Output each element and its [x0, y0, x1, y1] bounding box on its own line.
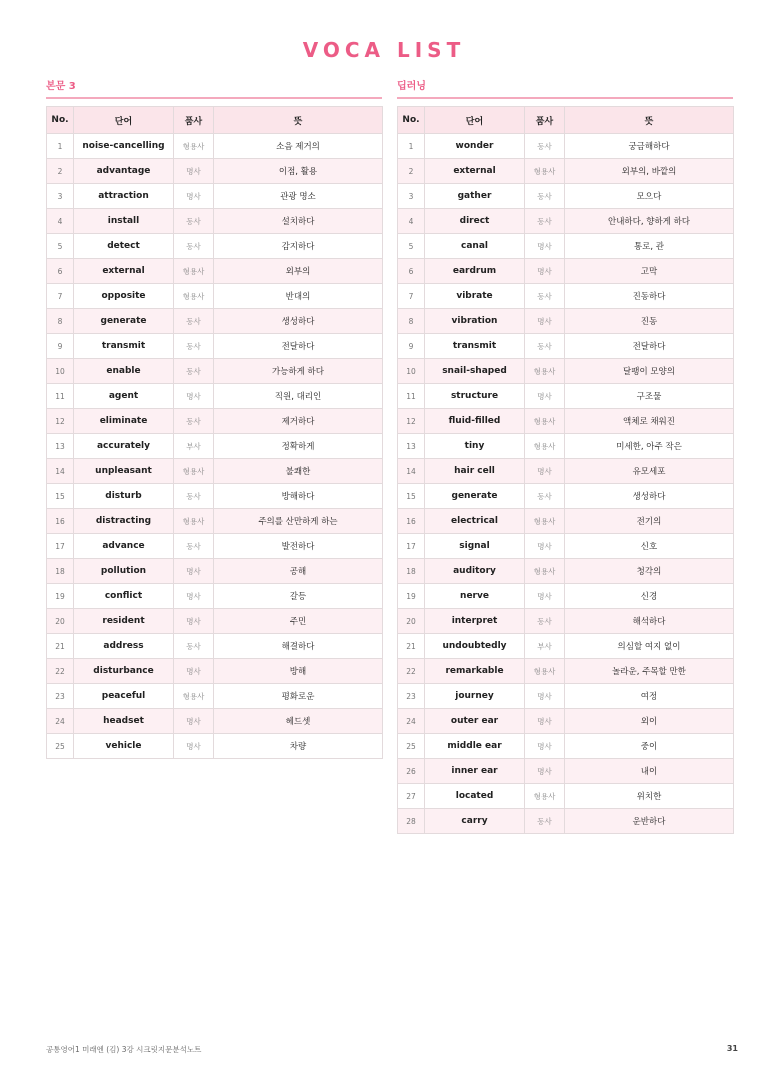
- word-cell: electrical: [425, 509, 525, 534]
- part-of-speech-cell: 동사: [525, 609, 565, 634]
- table-row: [47, 584, 383, 609]
- word-cell: remarkable: [425, 659, 525, 684]
- meaning-cell: 궁금해하다: [565, 134, 734, 159]
- word-cell: middle ear: [425, 734, 525, 759]
- part-of-speech-cell: 형용사: [525, 159, 565, 184]
- part-of-speech-cell: 명사: [525, 234, 565, 259]
- word-cell: wonder: [425, 134, 525, 159]
- meaning-cell: 헤드셋: [214, 709, 383, 734]
- table-row: [398, 734, 734, 759]
- section-divider: [46, 97, 382, 99]
- part-of-speech-cell: 동사: [525, 209, 565, 234]
- vocab-table: [397, 106, 734, 834]
- table-row: [47, 659, 383, 684]
- word-cell: snail-shaped: [425, 359, 525, 384]
- row-number: 8: [398, 309, 425, 334]
- table-header-row: [47, 107, 383, 134]
- meaning-cell: 해결하다: [214, 634, 383, 659]
- part-of-speech-cell: 형용사: [525, 359, 565, 384]
- row-number: 18: [47, 559, 74, 584]
- word-cell: signal: [425, 534, 525, 559]
- part-of-speech-cell: 명사: [525, 534, 565, 559]
- row-number: 24: [398, 709, 425, 734]
- meaning-cell: 가능하게 하다: [214, 359, 383, 384]
- row-number: 20: [47, 609, 74, 634]
- word-cell: advance: [74, 534, 174, 559]
- word-cell: interpret: [425, 609, 525, 634]
- word-cell: distracting: [74, 509, 174, 534]
- row-number: 21: [47, 634, 74, 659]
- header-pos: 품사: [174, 107, 214, 134]
- part-of-speech-cell: 명사: [174, 659, 214, 684]
- meaning-cell: 생성하다: [565, 484, 734, 509]
- part-of-speech-cell: 명사: [174, 184, 214, 209]
- table-row: [47, 234, 383, 259]
- row-number: 20: [398, 609, 425, 634]
- row-number: 12: [47, 409, 74, 434]
- meaning-cell: 설치하다: [214, 209, 383, 234]
- meaning-cell: 차량: [214, 734, 383, 759]
- meaning-cell: 해석하다: [565, 609, 734, 634]
- part-of-speech-cell: 동사: [174, 359, 214, 384]
- word-cell: unpleasant: [74, 459, 174, 484]
- table-row: [398, 809, 734, 834]
- row-number: 10: [398, 359, 425, 384]
- meaning-cell: 외부의, 바깥의: [565, 159, 734, 184]
- vocab-table: [46, 106, 383, 759]
- meaning-cell: 이점, 활용: [214, 159, 383, 184]
- row-number: 16: [47, 509, 74, 534]
- meaning-cell: 불쾌한: [214, 459, 383, 484]
- word-cell: conflict: [74, 584, 174, 609]
- word-cell: gather: [425, 184, 525, 209]
- part-of-speech-cell: 동사: [174, 234, 214, 259]
- table-row: [398, 609, 734, 634]
- table-row: [398, 559, 734, 584]
- word-cell: enable: [74, 359, 174, 384]
- row-number: 7: [398, 284, 425, 309]
- word-cell: generate: [425, 484, 525, 509]
- row-number: 4: [398, 209, 425, 234]
- section-divider: [397, 97, 733, 99]
- table-row: [47, 159, 383, 184]
- row-number: 27: [398, 784, 425, 809]
- meaning-cell: 고막: [565, 259, 734, 284]
- meaning-cell: 전기의: [565, 509, 734, 534]
- table-row: [398, 509, 734, 534]
- table-row: [47, 509, 383, 534]
- table-row: [398, 284, 734, 309]
- part-of-speech-cell: 형용사: [174, 684, 214, 709]
- row-number: 10: [47, 359, 74, 384]
- meaning-cell: 통로, 관: [565, 234, 734, 259]
- table-row: [398, 784, 734, 809]
- part-of-speech-cell: 부사: [525, 634, 565, 659]
- table-row: [398, 434, 734, 459]
- word-cell: transmit: [425, 334, 525, 359]
- meaning-cell: 중이: [565, 734, 734, 759]
- row-number: 1: [47, 134, 74, 159]
- row-number: 23: [398, 684, 425, 709]
- part-of-speech-cell: 형용사: [174, 284, 214, 309]
- part-of-speech-cell: 형용사: [525, 434, 565, 459]
- row-number: 16: [398, 509, 425, 534]
- table-row: [398, 659, 734, 684]
- row-number: 14: [398, 459, 425, 484]
- part-of-speech-cell: 명사: [525, 684, 565, 709]
- word-cell: undoubtedly: [425, 634, 525, 659]
- meaning-cell: 주의를 산만하게 하는: [214, 509, 383, 534]
- row-number: 6: [47, 259, 74, 284]
- word-cell: vehicle: [74, 734, 174, 759]
- row-number: 4: [47, 209, 74, 234]
- word-cell: transmit: [74, 334, 174, 359]
- table-row: [47, 409, 383, 434]
- table-row: [398, 359, 734, 384]
- part-of-speech-cell: 형용사: [525, 659, 565, 684]
- part-of-speech-cell: 동사: [174, 534, 214, 559]
- word-cell: eardrum: [425, 259, 525, 284]
- row-number: 26: [398, 759, 425, 784]
- part-of-speech-cell: 형용사: [525, 784, 565, 809]
- word-cell: external: [74, 259, 174, 284]
- meaning-cell: 구조물: [565, 384, 734, 409]
- meaning-cell: 정확하게: [214, 434, 383, 459]
- table-row: [47, 459, 383, 484]
- part-of-speech-cell: 명사: [174, 159, 214, 184]
- word-cell: vibration: [425, 309, 525, 334]
- header-meaning: 뜻: [565, 107, 734, 134]
- part-of-speech-cell: 명사: [174, 584, 214, 609]
- table-row: [398, 134, 734, 159]
- meaning-cell: 신호: [565, 534, 734, 559]
- table-row: [47, 334, 383, 359]
- table-row: [47, 284, 383, 309]
- footer-book-title: 공통영어1 미래엔 (김) 3강 시크릿지문분석노트: [46, 1045, 202, 1054]
- row-number: 17: [398, 534, 425, 559]
- row-number: 21: [398, 634, 425, 659]
- row-number: 17: [47, 534, 74, 559]
- word-cell: located: [425, 784, 525, 809]
- word-cell: fluid-filled: [425, 409, 525, 434]
- part-of-speech-cell: 동사: [525, 334, 565, 359]
- part-of-speech-cell: 형용사: [174, 459, 214, 484]
- meaning-cell: 전달하다: [214, 334, 383, 359]
- meaning-cell: 액체로 채워진: [565, 409, 734, 434]
- row-number: 6: [398, 259, 425, 284]
- row-number: 13: [47, 434, 74, 459]
- word-cell: outer ear: [425, 709, 525, 734]
- part-of-speech-cell: 형용사: [174, 509, 214, 534]
- meaning-cell: 신경: [565, 584, 734, 609]
- row-number: 5: [47, 234, 74, 259]
- word-cell: agent: [74, 384, 174, 409]
- meaning-cell: 방해하다: [214, 484, 383, 509]
- word-cell: journey: [425, 684, 525, 709]
- meaning-cell: 주민: [214, 609, 383, 634]
- word-cell: vibrate: [425, 284, 525, 309]
- meaning-cell: 운반하다: [565, 809, 734, 834]
- part-of-speech-cell: 동사: [174, 309, 214, 334]
- part-of-speech-cell: 형용사: [174, 134, 214, 159]
- word-cell: direct: [425, 209, 525, 234]
- part-of-speech-cell: 명사: [174, 709, 214, 734]
- meaning-cell: 생성하다: [214, 309, 383, 334]
- table-row: [47, 684, 383, 709]
- word-cell: auditory: [425, 559, 525, 584]
- table-row: [47, 634, 383, 659]
- word-cell: pollution: [74, 559, 174, 584]
- meaning-cell: 진동: [565, 309, 734, 334]
- part-of-speech-cell: 명사: [525, 384, 565, 409]
- meaning-cell: 소음 제거의: [214, 134, 383, 159]
- part-of-speech-cell: 명사: [525, 259, 565, 284]
- part-of-speech-cell: 명사: [525, 734, 565, 759]
- word-cell: nerve: [425, 584, 525, 609]
- word-cell: attraction: [74, 184, 174, 209]
- word-cell: canal: [425, 234, 525, 259]
- table-row: [398, 534, 734, 559]
- part-of-speech-cell: 부사: [174, 434, 214, 459]
- table-row: [47, 184, 383, 209]
- table-row: [398, 234, 734, 259]
- row-number: 22: [47, 659, 74, 684]
- vocab-section-right: [397, 80, 733, 834]
- row-number: 13: [398, 434, 425, 459]
- row-number: 9: [47, 334, 74, 359]
- word-cell: inner ear: [425, 759, 525, 784]
- meaning-cell: 반대의: [214, 284, 383, 309]
- page-title: VOCA LIST: [302, 38, 466, 62]
- meaning-cell: 청각의: [565, 559, 734, 584]
- row-number: 28: [398, 809, 425, 834]
- table-row: [47, 709, 383, 734]
- header-no: No.: [398, 107, 425, 134]
- part-of-speech-cell: 동사: [525, 809, 565, 834]
- word-cell: peaceful: [74, 684, 174, 709]
- part-of-speech-cell: 형용사: [525, 559, 565, 584]
- table-row: [398, 184, 734, 209]
- header-meaning: 뜻: [214, 107, 383, 134]
- meaning-cell: 안내하다, 향하게 하다: [565, 209, 734, 234]
- part-of-speech-cell: 형용사: [174, 259, 214, 284]
- meaning-cell: 평화로운: [214, 684, 383, 709]
- word-cell: headset: [74, 709, 174, 734]
- header-pos: 품사: [525, 107, 565, 134]
- table-row: [398, 584, 734, 609]
- table-row: [47, 209, 383, 234]
- meaning-cell: 놀라운, 주목할 만한: [565, 659, 734, 684]
- meaning-cell: 감지하다: [214, 234, 383, 259]
- table-row: [47, 609, 383, 634]
- part-of-speech-cell: 명사: [525, 459, 565, 484]
- row-number: 8: [47, 309, 74, 334]
- word-cell: disturbance: [74, 659, 174, 684]
- part-of-speech-cell: 동사: [174, 634, 214, 659]
- table-row: [398, 684, 734, 709]
- table-row: [398, 759, 734, 784]
- meaning-cell: 방해: [214, 659, 383, 684]
- meaning-cell: 갈등: [214, 584, 383, 609]
- row-number: 2: [47, 159, 74, 184]
- table-row: [47, 734, 383, 759]
- part-of-speech-cell: 동사: [174, 209, 214, 234]
- word-cell: external: [425, 159, 525, 184]
- row-number: 18: [398, 559, 425, 584]
- table-row: [47, 484, 383, 509]
- part-of-speech-cell: 명사: [174, 609, 214, 634]
- meaning-cell: 내이: [565, 759, 734, 784]
- row-number: 15: [47, 484, 74, 509]
- row-number: 22: [398, 659, 425, 684]
- part-of-speech-cell: 동사: [174, 409, 214, 434]
- part-of-speech-cell: 동사: [525, 484, 565, 509]
- table-row: [47, 384, 383, 409]
- part-of-speech-cell: 형용사: [525, 509, 565, 534]
- table-row: [47, 134, 383, 159]
- word-cell: address: [74, 634, 174, 659]
- word-cell: structure: [425, 384, 525, 409]
- part-of-speech-cell: 명사: [525, 309, 565, 334]
- header-word: 단어: [74, 107, 174, 134]
- word-cell: install: [74, 209, 174, 234]
- table-row: [398, 309, 734, 334]
- meaning-cell: 달팽이 모양의: [565, 359, 734, 384]
- table-row: [398, 159, 734, 184]
- row-number: 11: [398, 384, 425, 409]
- table-row: [47, 559, 383, 584]
- word-cell: opposite: [74, 284, 174, 309]
- meaning-cell: 진동하다: [565, 284, 734, 309]
- word-cell: disturb: [74, 484, 174, 509]
- part-of-speech-cell: 동사: [525, 134, 565, 159]
- table-row: [398, 384, 734, 409]
- word-cell: resident: [74, 609, 174, 634]
- part-of-speech-cell: 동사: [525, 284, 565, 309]
- word-cell: detect: [74, 234, 174, 259]
- meaning-cell: 외부의: [214, 259, 383, 284]
- part-of-speech-cell: 명사: [174, 384, 214, 409]
- meaning-cell: 미세한, 아주 작은: [565, 434, 734, 459]
- vocab-section-left: [46, 80, 382, 759]
- table-row: [398, 259, 734, 284]
- table-row: [398, 634, 734, 659]
- row-number: 15: [398, 484, 425, 509]
- header-no: No.: [47, 107, 74, 134]
- table-row: [398, 409, 734, 434]
- part-of-speech-cell: 동사: [525, 184, 565, 209]
- part-of-speech-cell: 명사: [174, 559, 214, 584]
- meaning-cell: 제거하다: [214, 409, 383, 434]
- word-cell: tiny: [425, 434, 525, 459]
- row-number: 19: [398, 584, 425, 609]
- meaning-cell: 발전하다: [214, 534, 383, 559]
- row-number: 1: [398, 134, 425, 159]
- row-number: 14: [47, 459, 74, 484]
- meaning-cell: 관광 명소: [214, 184, 383, 209]
- meaning-cell: 여정: [565, 684, 734, 709]
- row-number: 3: [398, 184, 425, 209]
- header-word: 단어: [425, 107, 525, 134]
- table-row: [47, 434, 383, 459]
- word-cell: eliminate: [74, 409, 174, 434]
- part-of-speech-cell: 명사: [174, 734, 214, 759]
- row-number: 5: [398, 234, 425, 259]
- part-of-speech-cell: 동사: [174, 484, 214, 509]
- row-number: 19: [47, 584, 74, 609]
- row-number: 25: [398, 734, 425, 759]
- table-row: [398, 209, 734, 234]
- section-label: 딥러닝: [397, 81, 426, 92]
- part-of-speech-cell: 명사: [525, 759, 565, 784]
- table-header-row: [398, 107, 734, 134]
- meaning-cell: 위치한: [565, 784, 734, 809]
- row-number: 12: [398, 409, 425, 434]
- meaning-cell: 전달하다: [565, 334, 734, 359]
- table-row: [47, 359, 383, 384]
- table-row: [47, 534, 383, 559]
- meaning-cell: 외이: [565, 709, 734, 734]
- table-row: [47, 259, 383, 284]
- table-row: [47, 309, 383, 334]
- row-number: 24: [47, 709, 74, 734]
- word-cell: advantage: [74, 159, 174, 184]
- part-of-speech-cell: 동사: [174, 334, 214, 359]
- row-number: 25: [47, 734, 74, 759]
- part-of-speech-cell: 명사: [525, 584, 565, 609]
- meaning-cell: 유모세포: [565, 459, 734, 484]
- table-row: [398, 484, 734, 509]
- meaning-cell: 의심할 여지 없이: [565, 634, 734, 659]
- row-number: 3: [47, 184, 74, 209]
- word-cell: generate: [74, 309, 174, 334]
- row-number: 23: [47, 684, 74, 709]
- word-cell: hair cell: [425, 459, 525, 484]
- meaning-cell: 모으다: [565, 184, 734, 209]
- page-number: 31: [726, 1044, 738, 1053]
- row-number: 7: [47, 284, 74, 309]
- word-cell: carry: [425, 809, 525, 834]
- word-cell: noise-cancelling: [74, 134, 174, 159]
- row-number: 2: [398, 159, 425, 184]
- meaning-cell: 직원, 대리인: [214, 384, 383, 409]
- part-of-speech-cell: 형용사: [525, 409, 565, 434]
- row-number: 9: [398, 334, 425, 359]
- section-label: 본문 3: [46, 81, 76, 92]
- word-cell: accurately: [74, 434, 174, 459]
- table-row: [398, 709, 734, 734]
- row-number: 11: [47, 384, 74, 409]
- meaning-cell: 공해: [214, 559, 383, 584]
- part-of-speech-cell: 명사: [525, 709, 565, 734]
- table-row: [398, 334, 734, 359]
- table-row: [398, 459, 734, 484]
